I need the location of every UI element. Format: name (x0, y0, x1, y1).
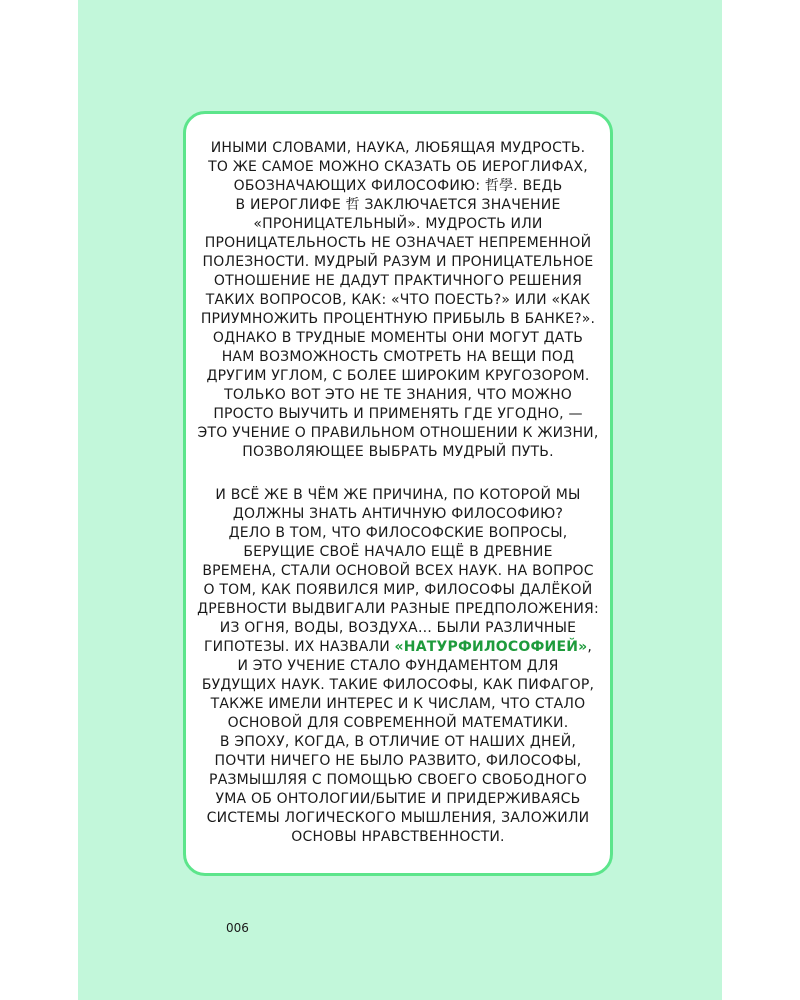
text-line: БУДУЩИХ НАУК. ТАКИЕ ФИЛОСОФЫ, КАК ПИФАГОР, (201, 677, 595, 693)
text-line: РАЗМЫШЛЯЯ С ПОМОЩЬЮ СВОЕГО СВОБОДНОГО (209, 772, 587, 788)
text-card (183, 111, 613, 876)
paragraph-1 (186, 139, 610, 462)
highlight-line (186, 638, 610, 657)
text-line: ДРУГИМ УГЛОМ, С БОЛЕЕ ШИРОКИМ КРУГОЗОРОМ. (206, 368, 590, 384)
highlight-suffix: , (587, 639, 593, 655)
text-line: НАМ ВОЗМОЖНОСТЬ СМОТРЕТЬ НА ВЕЩИ ПОД (221, 349, 575, 365)
text-line: ОСНОВЫ НРАВСТВЕННОСТИ. (291, 829, 505, 845)
text-line: ТАКЖЕ ИМЕЛИ ИНТЕРЕС И К ЧИСЛАМ, ЧТО СТАЛО (210, 696, 586, 712)
text-line: ПОЗВОЛЯЮЩЕЕ ВЫБРАТЬ МУДРЫЙ ПУТЬ. (242, 444, 554, 460)
text-line: «ПРОНИЦАТЕЛЬНЫЙ». МУДРОСТЬ ИЛИ (253, 216, 543, 232)
text-line: ТОЛЬКО ВОТ ЭТО НЕ ТЕ ЗНАНИЯ, ЧТО МОЖНО (224, 387, 572, 403)
text-line: УМА ОБ ОНТОЛОГИИ/БЫТИЕ И ПРИДЕРЖИВАЯСЬ (215, 791, 581, 807)
text-line: ИЗ ОГНЯ, ВОДЫ, ВОЗДУХА… БЫЛИ РАЗЛИЧНЫЕ (219, 620, 577, 636)
page-number: 006 (226, 921, 249, 935)
text-line: ПРИУМНОЖИТЬ ПРОЦЕНТНУЮ ПРИБЫЛЬ В БАНКЕ?». (200, 311, 596, 327)
text-line: БЕРУЩИЕ СВОЁ НАЧАЛО ЕЩЁ В ДРЕВНИЕ (243, 544, 553, 560)
text-line: ЭТО УЧЕНИЕ О ПРАВИЛЬНОМ ОТНОШЕНИИ К ЖИЗНИ, (197, 425, 599, 441)
text-line: И ВСЁ ЖЕ В ЧЁМ ЖЕ ПРИЧИНА, ПО КОТОРОЙ МЫ (215, 487, 581, 503)
text-line: ТАКИХ ВОПРОСОВ, КАК: «ЧТО ПОЕСТЬ?» ИЛИ «КАК (205, 292, 591, 308)
text-line: ДОЛЖНЫ ЗНАТЬ АНТИЧНУЮ ФИЛОСОФИЮ? (232, 506, 564, 522)
highlighted-term: «НАТУРФИЛОСОФИЕЙ» (394, 639, 588, 655)
text-line: ПОЧТИ НИЧЕГО НЕ БЫЛО РАЗВИТО, ФИЛОСОФЫ, (214, 753, 582, 769)
text-line: В ЭПОХУ, КОГДА, В ОТЛИЧИЕ ОТ НАШИХ ДНЕЙ, (219, 734, 577, 750)
highlight-prefix: ГИПОТЕЗЫ. ИХ НАЗВАЛИ (203, 639, 395, 655)
text-line: ДРЕВНОСТИ ВЫДВИГАЛИ РАЗНЫЕ ПРЕДПОЛОЖЕНИЯ: (197, 601, 599, 617)
text-line: ПРОНИЦАТЕЛЬНОСТЬ НЕ ОЗНАЧАЕТ НЕПРЕМЕННОЙ (204, 235, 592, 251)
text-line: ТО ЖЕ САМОЕ МОЖНО СКАЗАТЬ ОБ ИЕРОГЛИФАХ, (208, 159, 588, 175)
text-line: ОТНОШЕНИЕ НЕ ДАДУТ ПРАКТИЧНОГО РЕШЕНИЯ (213, 273, 583, 289)
text-line: ПРОСТО ВЫУЧИТЬ И ПРИМЕНЯТЬ ГДЕ УГОДНО, — (213, 406, 583, 422)
text-line: СИСТЕМЫ ЛОГИЧЕСКОГО МЫШЛЕНИЯ, ЗАЛОЖИЛИ (206, 810, 590, 826)
text-line: ИНЫМИ СЛОВАМИ, НАУКА, ЛЮБЯЩАЯ МУДРОСТЬ. (210, 140, 586, 156)
book-page (78, 0, 722, 1000)
text-line: ДЕЛО В ТОМ, ЧТО ФИЛОСОФСКИЕ ВОПРОСЫ, (228, 525, 568, 541)
text-line: И ЭТО УЧЕНИЕ СТАЛО ФУНДАМЕНТОМ ДЛЯ (237, 658, 559, 674)
text-line: ОСНОВОЙ ДЛЯ СОВРЕМЕННОЙ МАТЕМАТИКИ. (227, 715, 569, 731)
text-line: ПОЛЕЗНОСТИ. МУДРЫЙ РАЗУМ И ПРОНИЦАТЕЛЬНОЕ (202, 254, 594, 270)
text-line: ОДНАКО В ТРУДНЫЕ МОМЕНТЫ ОНИ МОГУТ ДАТЬ (212, 330, 584, 346)
text-line: ВРЕМЕНА, СТАЛИ ОСНОВОЙ ВСЕХ НАУК. НА ВОПРОС (202, 563, 594, 579)
paragraph-2 (186, 486, 610, 847)
text-line: ОБОЗНАЧАЮЩИХ ФИЛОСОФИЮ: 哲學. ВЕДЬ (233, 178, 563, 194)
text-line: О ТОМ, КАК ПОЯВИЛСЯ МИР, ФИЛОСОФЫ ДАЛЁКОЙ (203, 582, 593, 598)
text-line: В ИЕРОГЛИФЕ 哲 ЗАКЛЮЧАЕТСЯ ЗНАЧЕНИЕ (235, 197, 561, 213)
